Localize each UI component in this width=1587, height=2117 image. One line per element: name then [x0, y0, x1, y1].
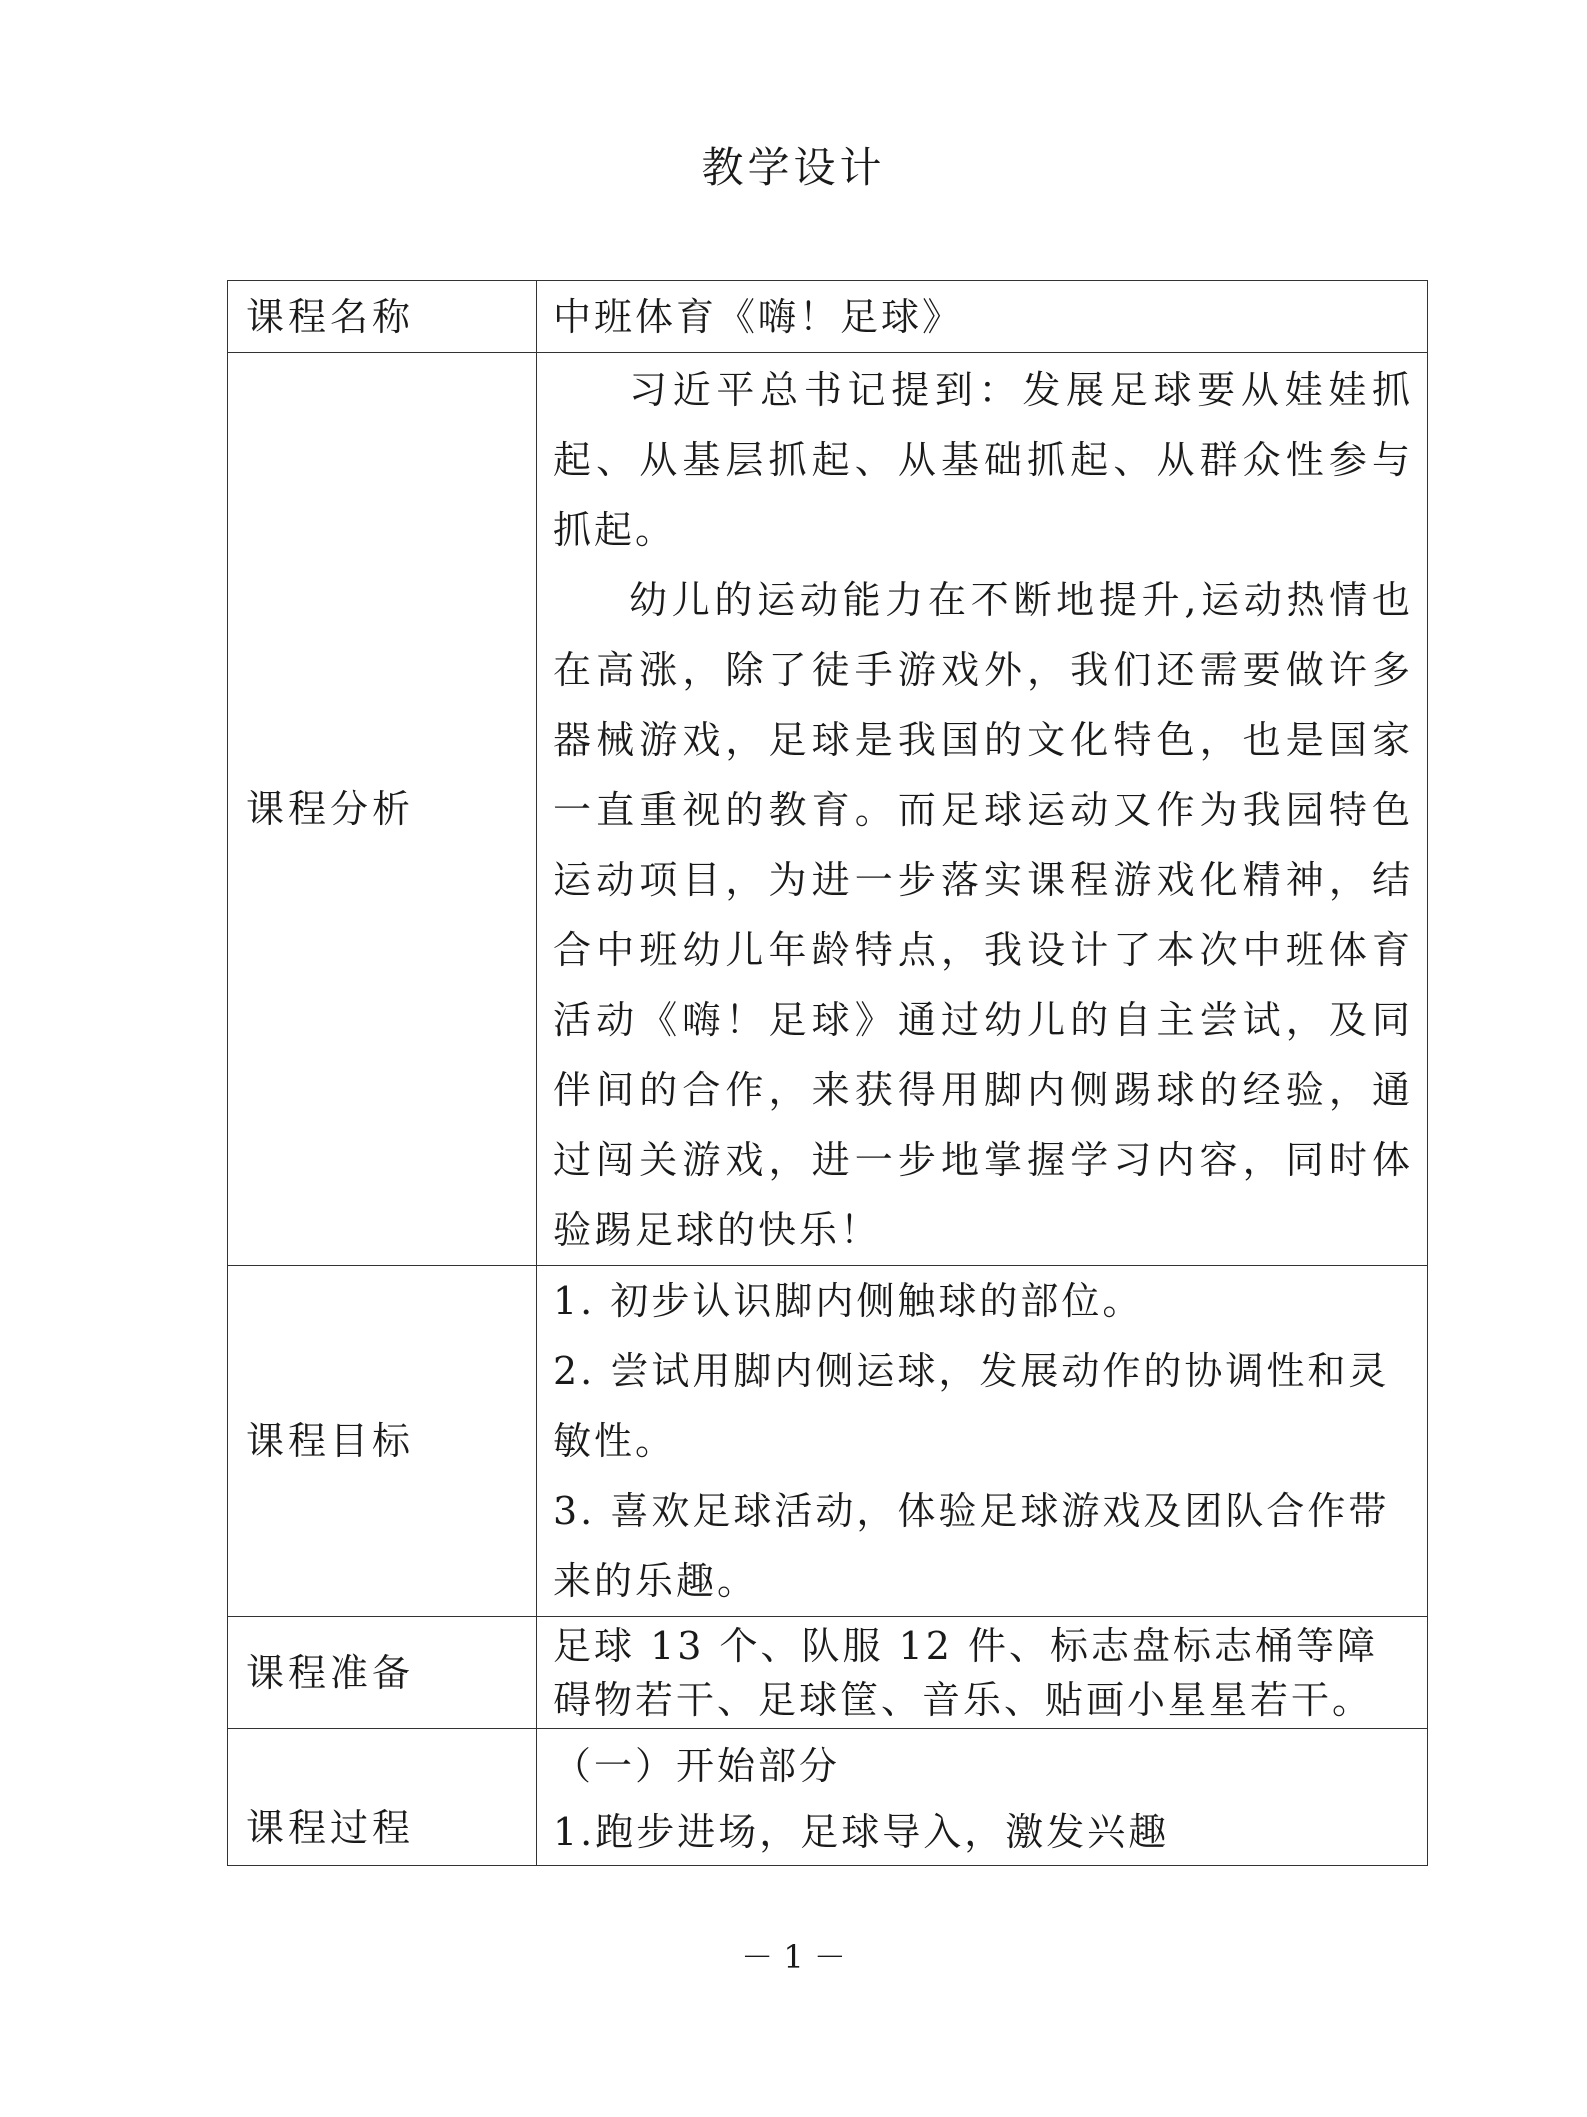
document-title: 教学设计	[701, 143, 886, 192]
goal-item-1: 1. 初步认识脚内侧触球的部位。	[553, 1279, 1144, 1323]
value-process	[537, 1729, 1428, 1866]
preparation-text: 足球 13 个、队服 12 件、标志盘标志桶等障碍物若干、足球筐、音乐、贴画小星星若干。	[553, 1623, 1379, 1722]
table-row-goals	[228, 1266, 1428, 1617]
value-analysis	[537, 353, 1428, 1266]
label-course-name: 课程名称	[228, 281, 537, 353]
analysis-paragraph-1: 习近平总书记提到：发展足球要从娃娃抓起、从基层抓起、从基础抓起、从群众性参与抓起。	[553, 368, 1413, 552]
table-row-preparation	[228, 1617, 1428, 1729]
value-goals	[537, 1266, 1428, 1617]
table-row-course-name	[228, 281, 1428, 353]
teaching-design-table	[227, 280, 1428, 1866]
page-number: － 1 －	[741, 1938, 846, 1976]
goal-item-2: 2. 尝试用脚内侧运球，发展动作的协调性和灵敏性。	[553, 1349, 1390, 1463]
process-line-2: 1.跑步进场，足球导入，激发兴趣	[553, 1810, 1170, 1854]
goal-item-3: 3. 喜欢足球活动，体验足球游戏及团队合作带来的乐趣。	[553, 1489, 1390, 1603]
process-line-1: （一）开始部分	[553, 1744, 841, 1788]
label-preparation: 课程准备	[228, 1617, 537, 1729]
label-analysis: 课程分析	[228, 353, 537, 1266]
table-row-process	[228, 1729, 1428, 1866]
value-course-name: 中班体育《嗨！足球》	[537, 281, 1428, 353]
table-row-analysis	[228, 353, 1428, 1266]
value-preparation	[537, 1617, 1428, 1729]
label-goals: 课程目标	[228, 1266, 537, 1617]
label-process: 课程过程	[228, 1729, 537, 1866]
analysis-paragraph-2: 幼儿的运动能力在不断地提升,运动热情也在高涨，除了徒手游戏外，我们还需要做许多器械游戏，足球是我国的文化特色，也是国家一直重视的教育。而足球运动又作为我园特色运动项目，为进一步落实课程游戏化精神，结合中班幼儿年龄特点，我设计了本次中班体育活动《嗨！足球》通过幼儿的自主尝试，及同伴间的合作，来获得用脚内侧踢球的经验，通过闯关游戏，进一步地掌握学习内容，同时体验踢足球的快乐！	[553, 578, 1413, 1252]
